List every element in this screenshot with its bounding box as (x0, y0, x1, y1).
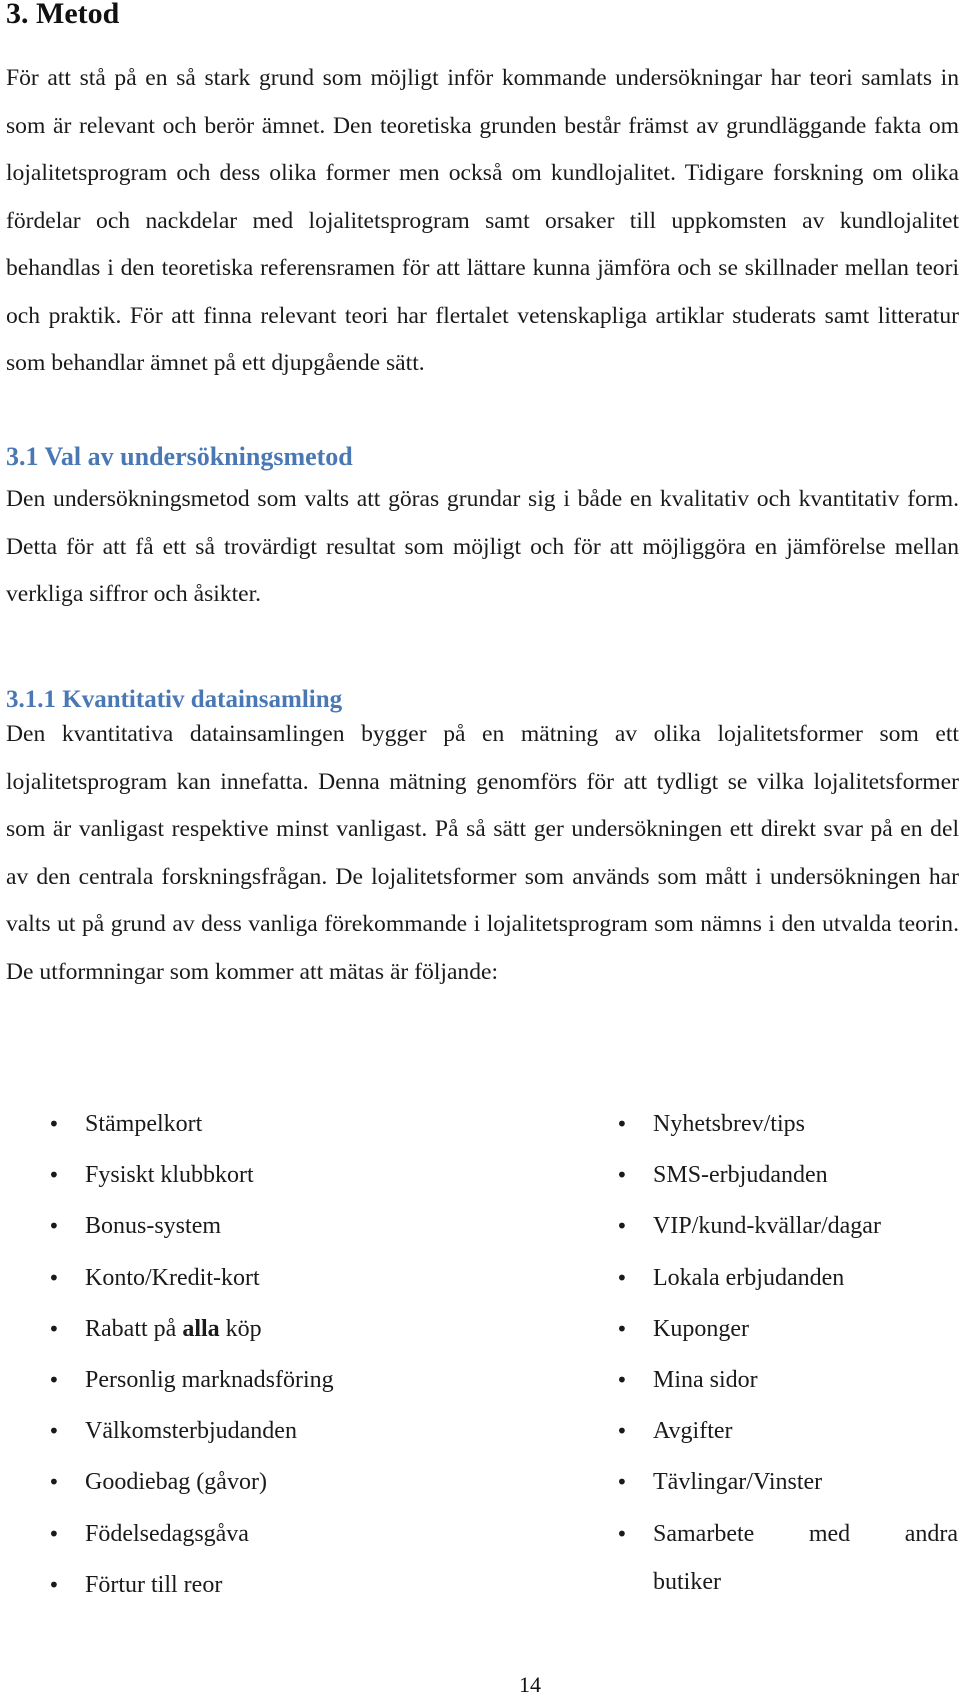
list-item-text: Bonus-system (85, 1213, 222, 1240)
list-item (44, 1159, 474, 1210)
list-item-text-after: köp (219, 1315, 262, 1342)
list-item-text: Tävlingar/Vinster (653, 1469, 823, 1496)
list-item (612, 1210, 958, 1261)
list-item (44, 1262, 474, 1313)
subsubsection-paragraph: Den kvantitativa datainsamlingen bygger på en mätning av olika lojalitetsformer som ett lojalitetsprogram kan innefatta. Denna mätning genomförs för att tydligt se vilka lojalitetsformer som är vanligast respektive minst vanligast. På så sätt ger undersökningen ett direkt svar på en del av den centrala forskningsfrågan. De lojalitetsformer som används som mått i undersökningen har valts ut på grund av dess vanliga förekommande i lojalitetsprogram som nämns i den utvalda teorin. De utformningar som kommer att mätas är följande: (6, 721, 959, 985)
subsubsection-heading: 3.1.1 Kvantitativ datainsamling (6, 686, 343, 713)
list-item-text: Nyhetsbrev/tips (653, 1111, 805, 1137)
list-item (612, 1159, 958, 1210)
list-item (612, 1313, 958, 1364)
list-item (612, 1364, 958, 1415)
list-item (44, 1466, 474, 1517)
list-item (612, 1415, 958, 1466)
list-item-text: Konto/Kredit-kort (85, 1264, 260, 1291)
list-item-text: VIP/kund-kvällar/dagar (653, 1213, 881, 1240)
list-item-text: Lokala erbjudanden (653, 1264, 845, 1291)
list-item-text: • Samarbete med andra (653, 1520, 958, 1547)
list-item-text: Förtur till reor (85, 1571, 223, 1598)
section-heading: 3. Metod (6, 0, 120, 30)
list-item (44, 1313, 474, 1364)
subsection-heading: 3.1 Val av undersökningsmetod (6, 442, 353, 471)
list-item (44, 1108, 474, 1159)
list-item-text: Stämpelkort (85, 1111, 203, 1137)
list-item (44, 1569, 474, 1620)
list-item (612, 1466, 958, 1517)
list-item (44, 1518, 474, 1569)
subsection-paragraph: Den undersökningsmetod som valts att göras grundar sig i både en kvalitativ och kvantitativ form. Detta för att få ett så trovärdigt resultat som möjligt och för att möjliggöra en jämförelse mellan verkliga siffror och åsikter. (6, 486, 959, 607)
list-item-text: Mina sidor (653, 1366, 758, 1393)
list-item-text-continued: butiker (653, 1568, 721, 1595)
list-item (612, 1518, 958, 1598)
list-item-text: Kuponger (653, 1315, 749, 1342)
list-item (44, 1415, 474, 1466)
list-item-text: Välkomsterbjudanden (85, 1418, 297, 1445)
list-item-text-bold: alla (182, 1315, 220, 1342)
list-item-text: Fysiskt klubbkort (85, 1162, 254, 1189)
list-item (44, 1364, 474, 1415)
loyalty-forms-list-left (44, 1108, 474, 1620)
list-item (612, 1262, 958, 1313)
list-item-text: SMS-erbjudanden (653, 1162, 828, 1189)
list-item-text-before: Rabatt på (85, 1315, 183, 1342)
list-item (612, 1108, 958, 1159)
page-number: 14 (519, 1672, 541, 1697)
loyalty-forms-list-right (612, 1108, 958, 1598)
list-item (44, 1210, 474, 1261)
list-item-text: Personlig marknadsföring (85, 1366, 334, 1393)
list-item-text: Födelsedagsgåva (85, 1520, 249, 1547)
list-item-text: Avgifter (653, 1418, 733, 1445)
list-item-text: Goodiebag (gåvor) (85, 1469, 267, 1496)
section-paragraph: För att stå på en så stark grund som möjligt inför kommande undersökningar har teori samlats in som är relevant och berör ämnet. Den teoretiska grunden består främst av grundläggande fakta om lojalitetsprogram och dess olika former men också om kundlojalitet. Tidigare forskning om olika fördelar och nackdelar med lojalitetsprogram samt orsaker till uppkomsten av kundlojalitet behandlas i den teoretiska referensramen för att lättare kunna jämföra och se skillnader mellan teori och praktik. För att finna relevant teori har flertalet vetenskapliga artiklar studerats samt litteratur som behandlar ämnet på ett djupgående sätt. (6, 65, 959, 376)
